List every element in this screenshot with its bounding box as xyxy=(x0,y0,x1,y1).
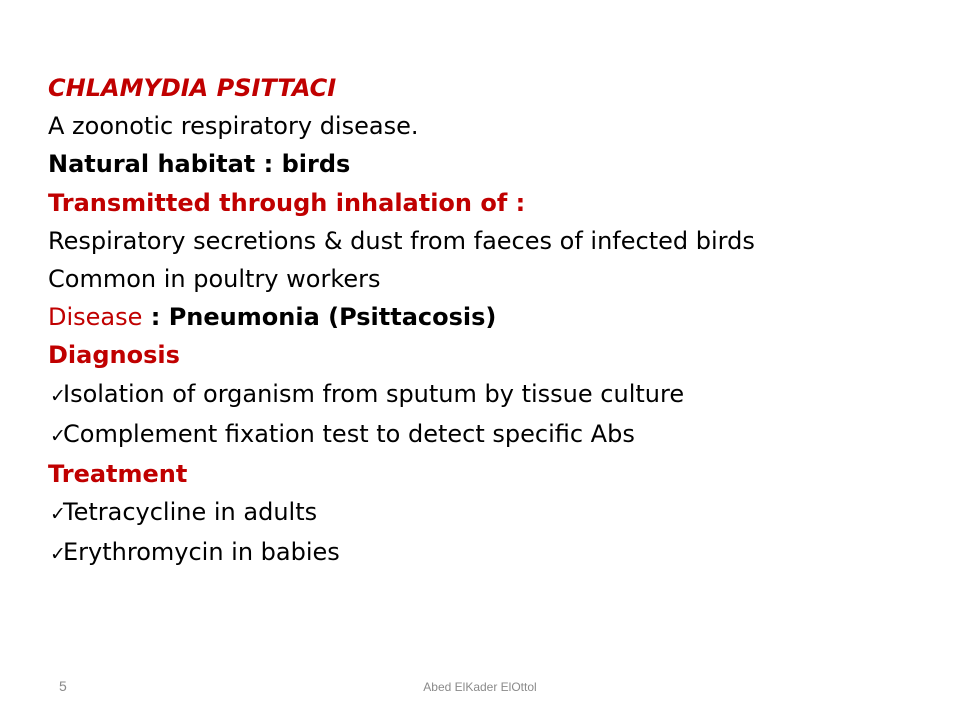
disease-line xyxy=(48,298,928,336)
transmission-item: Respiratory secretions & dust from faeces of infected birds xyxy=(48,226,755,255)
transmission-item: Common in poultry workers xyxy=(48,265,381,294)
slide-content xyxy=(48,69,928,574)
diagnosis-item-text: Isolation of organism from sputum by tissue culture xyxy=(63,379,685,408)
disease-label: Disease xyxy=(48,303,143,332)
treatment-item xyxy=(48,493,928,533)
diagnosis-heading: Diagnosis xyxy=(48,341,180,370)
treatment-item xyxy=(48,533,928,573)
transmission-heading: Transmitted through inhalation of : xyxy=(48,188,526,217)
checkmark-icon: ✓ xyxy=(50,384,66,407)
footer-author: Abed ElKader ElOttol xyxy=(423,680,537,694)
checkmark-icon: ✓ xyxy=(50,424,66,447)
disease-value: : Pneumonia (Psittacosis) xyxy=(142,303,497,332)
treatment-item-text: Erythromycin in babies xyxy=(63,538,340,567)
habitat-text: Natural habitat : birds xyxy=(48,150,351,179)
diagnosis-item xyxy=(48,375,928,415)
treatment-heading: Treatment xyxy=(48,460,188,489)
checkmark-icon: ✓ xyxy=(50,543,66,566)
treatment-item-text: Tetracycline in adults xyxy=(63,498,318,527)
page-number: 5 xyxy=(59,678,67,694)
checkmark-icon: ✓ xyxy=(50,503,66,526)
diagnosis-item-text: Complement fixation test to detect specific Abs xyxy=(63,419,635,448)
diagnosis-item xyxy=(48,415,928,455)
intro-text: A zoonotic respiratory disease. xyxy=(48,112,419,141)
slide-title: CHLAMYDIA PSITTACI xyxy=(48,74,337,102)
